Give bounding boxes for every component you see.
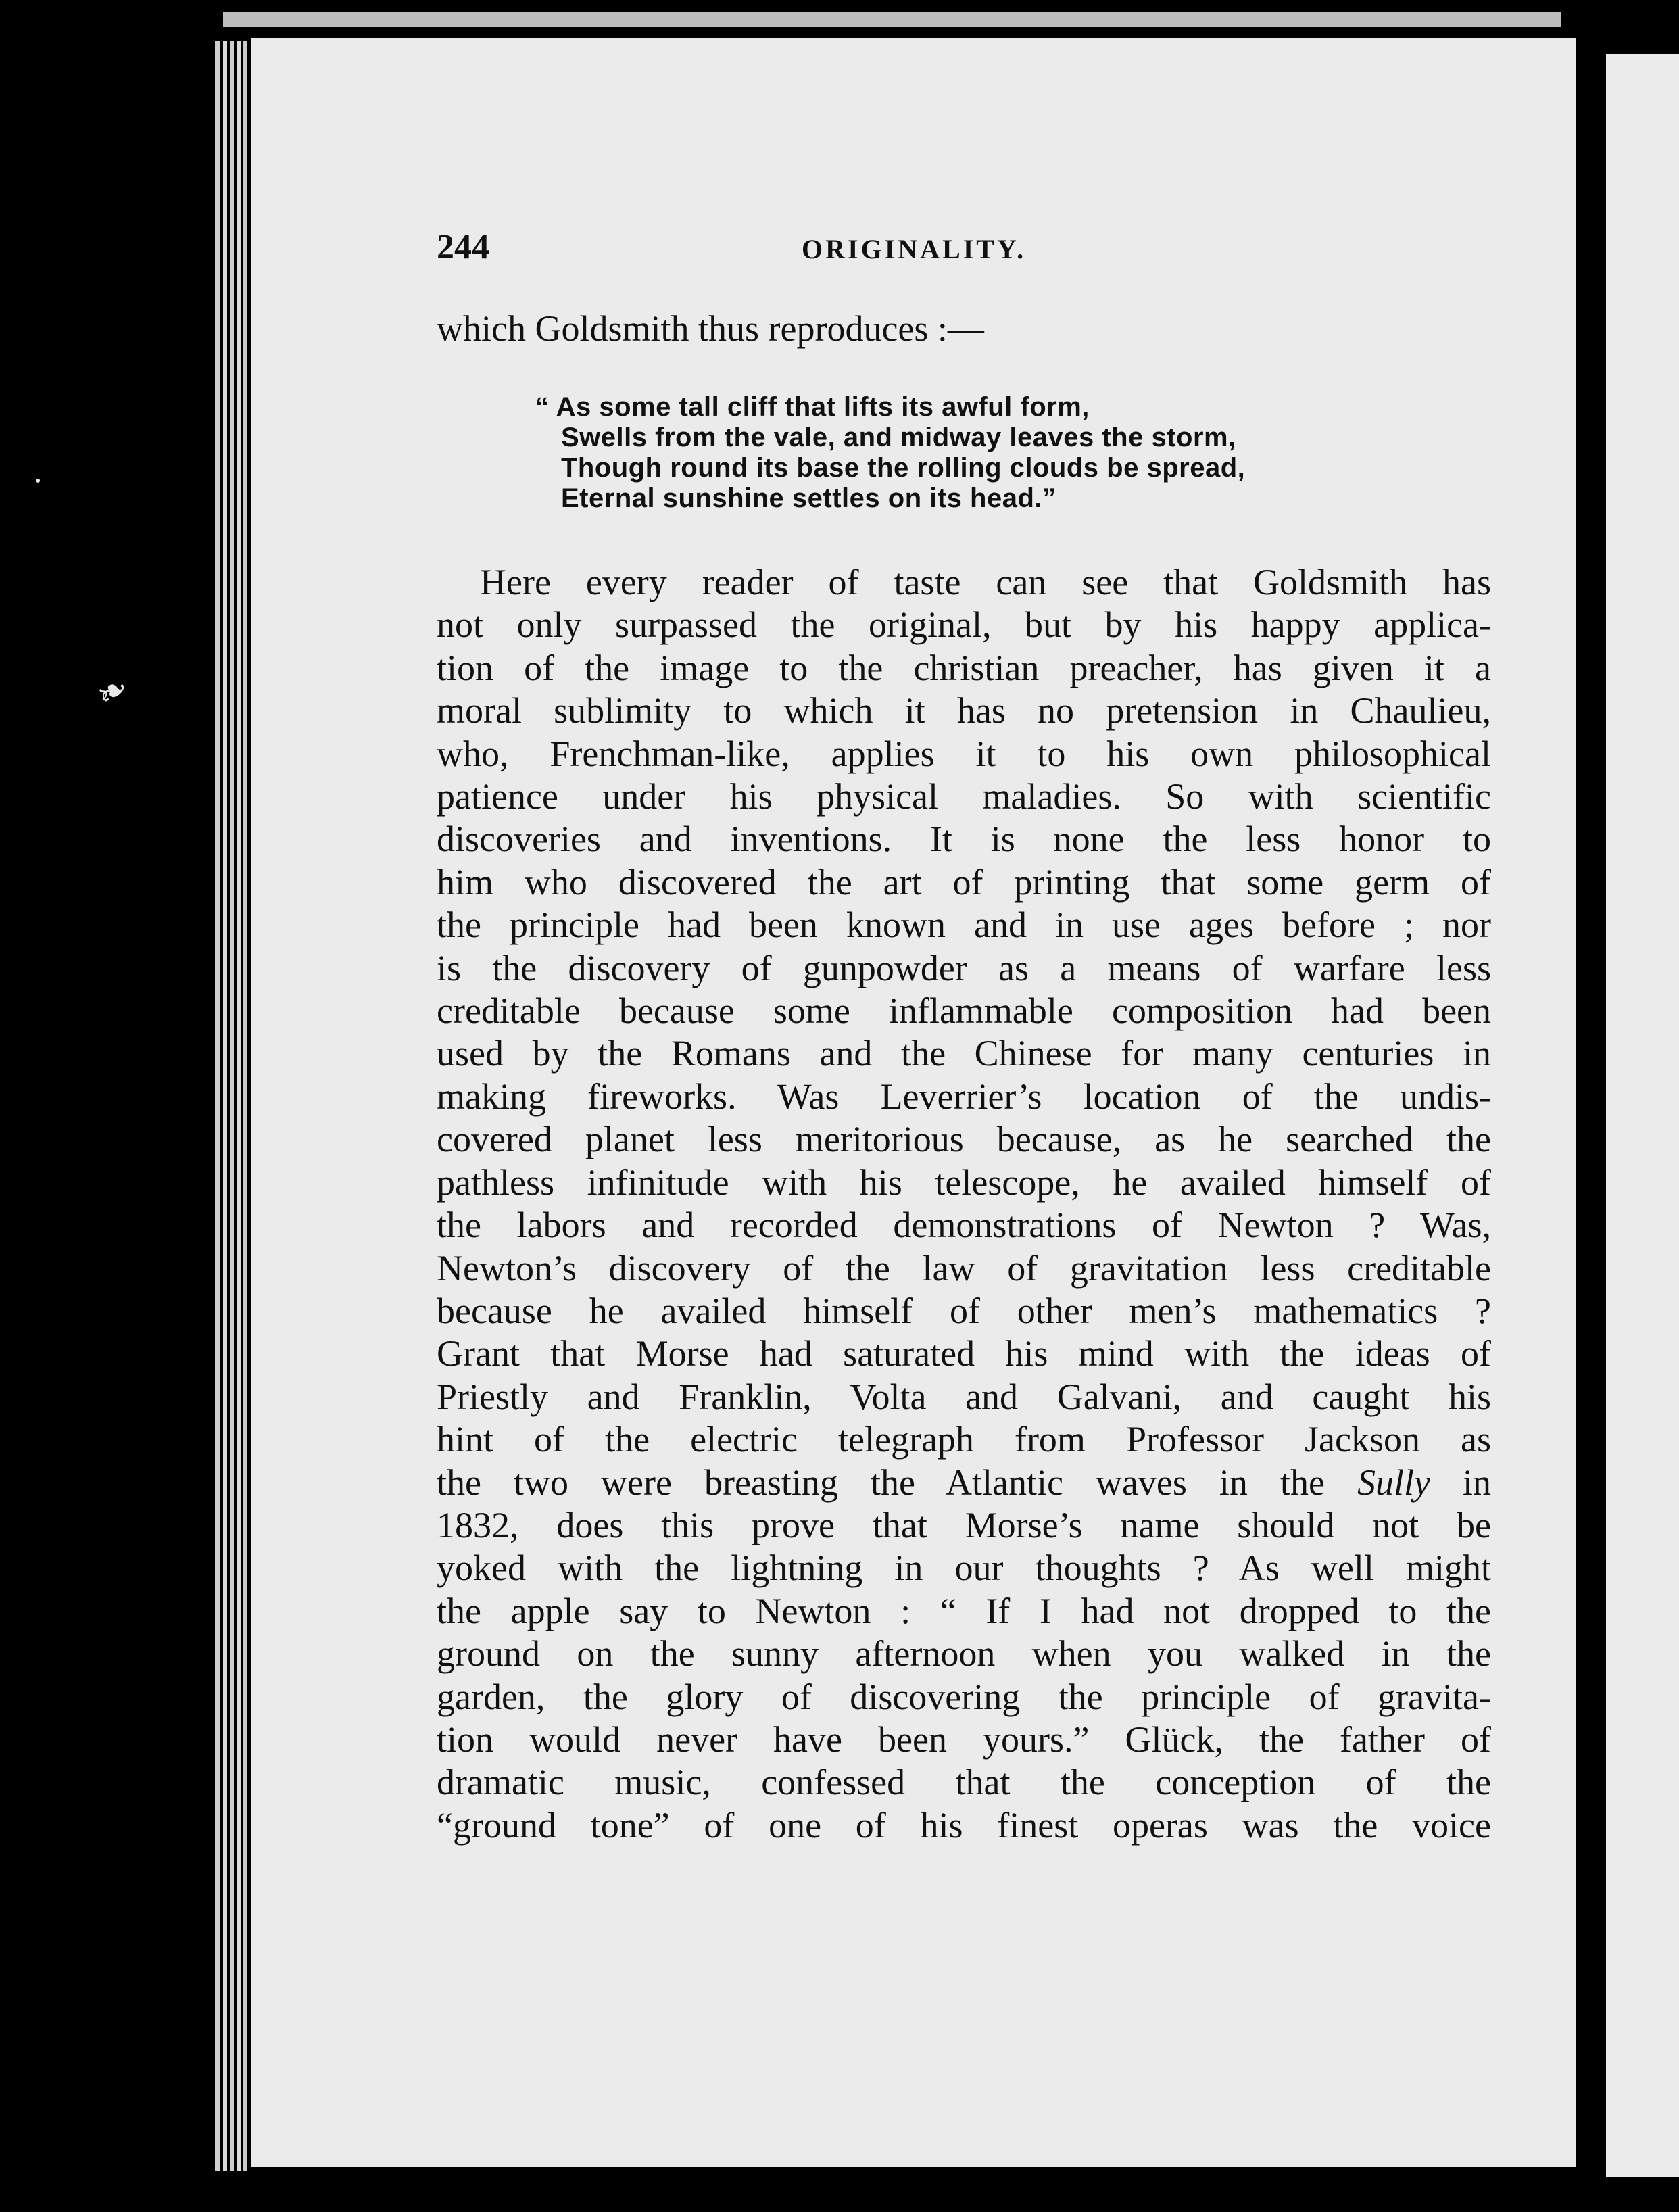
- body-line: the principle had been known and in use ages before ; nor: [437, 905, 1491, 946]
- page-edge: [237, 41, 241, 2171]
- lead-line: which Goldsmith thus reproduces :—: [437, 308, 984, 349]
- body-line: not only surpassed the original, but by his happy applica-: [437, 604, 1491, 646]
- page-top-edge: [223, 12, 1561, 27]
- verse-line: “ As some tall cliff that lifts its awful form,: [535, 392, 1090, 422]
- body-line: pathless infinitude with his telescope, he availed himself of: [437, 1161, 1491, 1203]
- page-content: [437, 227, 1491, 1847]
- margin-speck: •: [35, 473, 41, 490]
- page-edge: [223, 41, 227, 2171]
- body-line: is the discovery of gunpowder as a means of warfare less: [437, 947, 1491, 988]
- page-header: [437, 227, 1491, 274]
- body-line: used by the Romans and the Chinese for many centuries in: [437, 1033, 1491, 1074]
- body-paragraph: [437, 561, 1491, 1847]
- body-line: garden, the glory of discovering the principle of gravita-: [437, 1676, 1491, 1717]
- body-line: Here every reader of taste can see that Goldsmith has: [480, 562, 1491, 602]
- page-edge: [215, 41, 220, 2171]
- body-line: 1832, does this prove that Morse’s name should not be: [437, 1504, 1491, 1545]
- body-line: patience under his physical maladies. So with scientific: [437, 776, 1491, 817]
- running-head: ORIGINALITY.: [802, 234, 1027, 264]
- margin-speck: ❧: [89, 666, 137, 717]
- body-line: yoked with the lightning in our thoughts ? As well might: [437, 1547, 1491, 1589]
- page-edge: [243, 41, 247, 2171]
- verse-line: Though round its base the rolling clouds be spread,: [561, 453, 1246, 483]
- body-line: who, Frenchman-like, applies it to his own philosophical: [437, 733, 1491, 774]
- body-line: Priestly and Franklin, Volta and Galvani, and caught his: [437, 1376, 1491, 1417]
- body-line: moral sublimity to which it has no pretension in Chaulieu,: [437, 690, 1491, 731]
- body-line: the two were breasting the Atlantic waves in the Sully in: [437, 1462, 1491, 1503]
- body-line: him who discovered the art of printing that some germ of: [437, 861, 1491, 903]
- body-line: making fireworks. Was Leverrier’s location of the undis-: [437, 1076, 1491, 1117]
- body-line: hint of the electric telegraph from Professor Jackson as: [437, 1419, 1491, 1460]
- body-line: ground on the sunny afternoon when you walked in the: [437, 1633, 1491, 1675]
- verse-quote: [535, 392, 1491, 514]
- body-line: because he availed himself of other men’s mathematics ?: [437, 1290, 1491, 1331]
- body-line: “ground tone” of one of his finest operas was the voice: [437, 1804, 1491, 1846]
- body-line: dramatic music, confessed that the conception of the: [437, 1762, 1491, 1803]
- body-line: tion of the image to the christian preacher, has given it a: [437, 647, 1491, 688]
- page-number: 244: [437, 228, 489, 266]
- body-line: creditable because some inflammable composition had been: [437, 990, 1491, 1032]
- body-line: the apple say to Newton : “ If I had not dropped to the: [437, 1590, 1491, 1631]
- body-line: Grant that Morse had saturated his mind with the ideas of: [437, 1333, 1491, 1374]
- body-line: discoveries and inventions. It is none the less honor to: [437, 819, 1491, 860]
- facing-page-edge: [1606, 54, 1679, 2177]
- body-line: the labors and recorded demonstrations of Newton ? Was,: [437, 1205, 1491, 1246]
- page-edge: [230, 41, 234, 2171]
- body-line: tion would never have been yours.” Glück, the father of: [437, 1718, 1491, 1760]
- verse-line: Swells from the vale, and midway leaves the storm,: [561, 423, 1236, 452]
- body-line: covered planet less meritorious because, as he searched the: [437, 1119, 1491, 1160]
- body-line: Newton’s discovery of the law of gravitation less creditable: [437, 1247, 1491, 1289]
- verse-line: Eternal sunshine settles on its head.”: [561, 483, 1056, 513]
